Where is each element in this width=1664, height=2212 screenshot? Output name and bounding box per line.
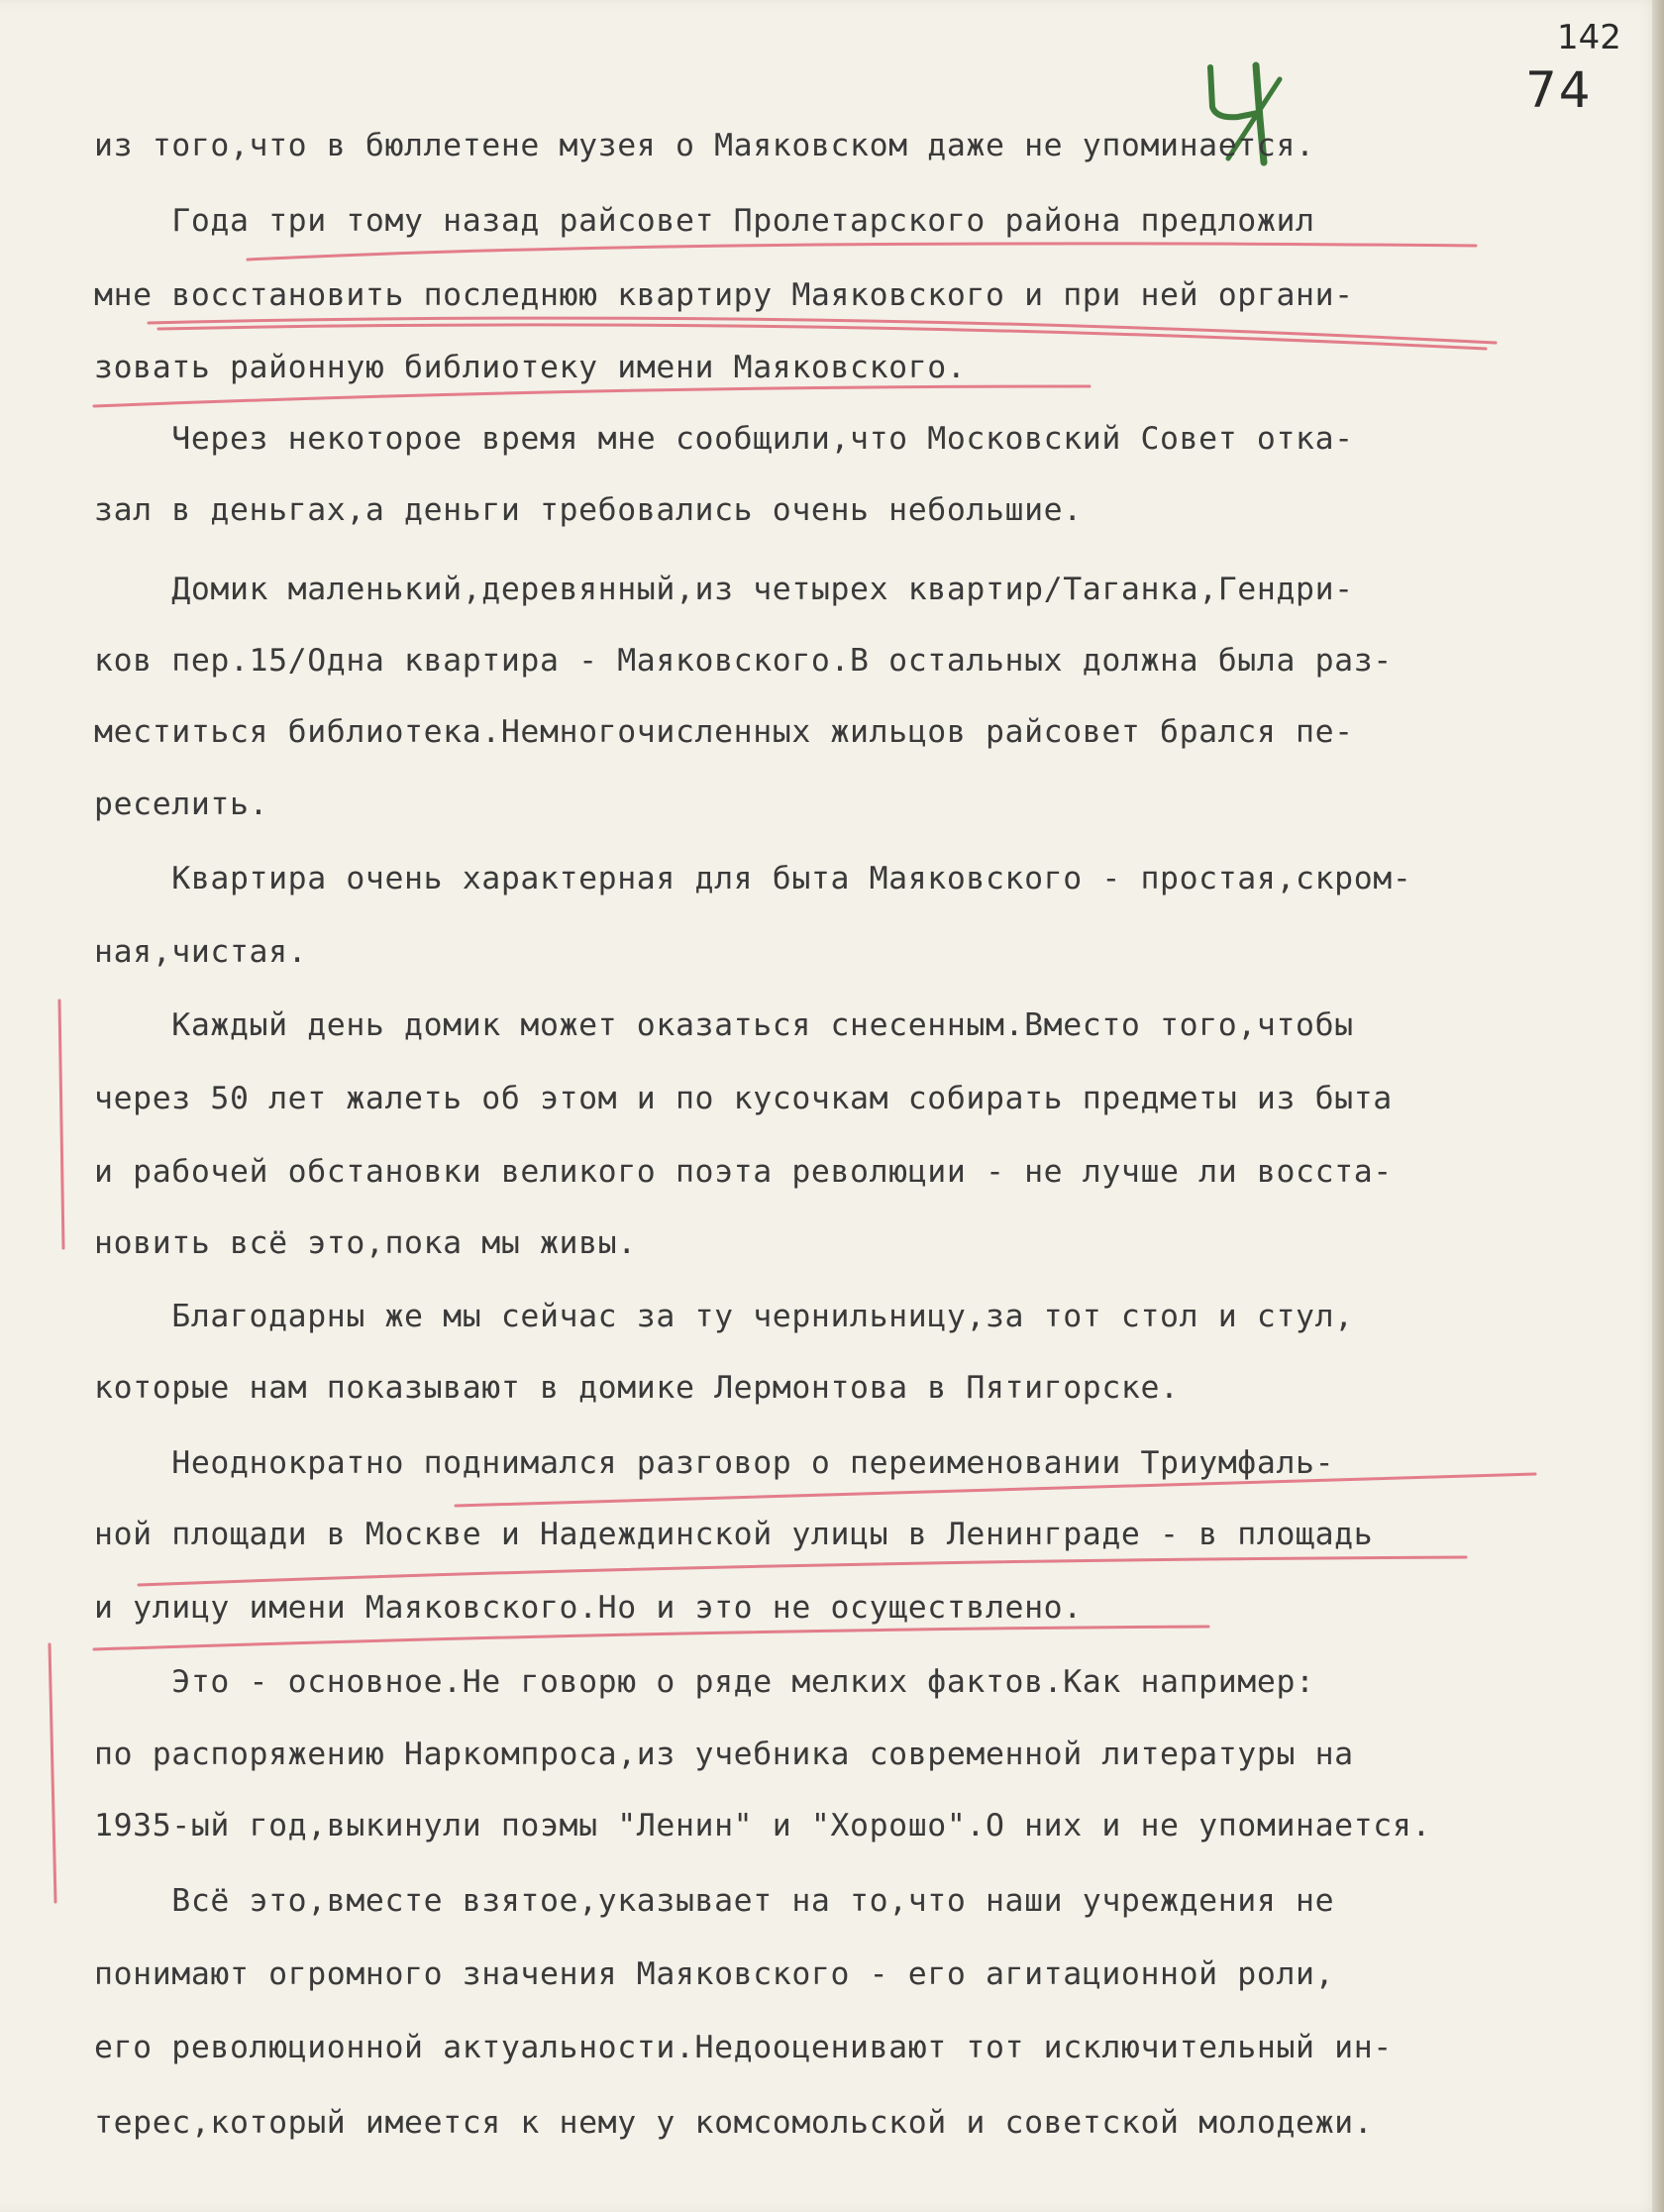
text-line: Через некоторое время мне сообщили,что Московский Совет отка- [94,421,1354,457]
text-line: которые нам показывают в домике Лермонтова в Пятигорске. [94,1370,1180,1406]
text-line: по распоряжению Наркомпроса,из учебника современной литературы на [94,1737,1354,1772]
underline-line-21 [94,1627,1208,1649]
text-line: и улицу имени Маяковского.Но и это не осуществлено. [94,1590,1083,1626]
text-line: Года три тому назад райсовет Пролетарского района предложил [94,203,1315,239]
margin-mark-1 [59,1001,63,1248]
text-line: Домик маленький,деревянный,из четырех квартир/Таганка,Гендри- [94,572,1354,607]
margin-mark-2 [50,1644,55,1902]
text-line: его революционной актуальности.Недооценивают тот исключительный ин- [94,2030,1393,2065]
underline-line-3b [158,325,1486,349]
text-line: ков пер.15/Одна квартира - Маяковского.В остальных должна была раз- [94,643,1393,679]
underline-line-20 [139,1557,1466,1585]
text-line: Каждый день домик может оказаться снесенным.Вместо того,чтобы [94,1007,1354,1043]
folio-number-bottom: 74 [1525,61,1593,119]
text-line: реселить. [94,787,269,822]
folio-number-top: 142 [1557,18,1621,57]
text-line: ная,чистая. [94,934,308,970]
text-line: Всё это,вместе взятое,указывает на то,что наши учреждения не [94,1883,1335,1919]
text-line: меститься библиотека.Немногочисленных жильцов райсовет брался пе- [94,714,1354,750]
text-line: из того,что в бюллетене музея о Маяковском даже не упоминается. [94,128,1315,163]
text-line: через 50 лет жалеть об этом и по кусочкам собирать предметы из быта [94,1081,1393,1116]
text-line: ной площади в Москве и Надеждинской улицы в Ленинграде - в площадь [94,1517,1374,1552]
underline-line-4 [94,386,1090,406]
text-line: понимают огромного значения Маяковского - его агитационной роли, [94,1956,1335,1992]
text-line: Неоднократно поднимался разговор о переименовании Триумфаль- [94,1445,1335,1481]
text-line: зовать районную библиотеку имени Маяковского. [94,350,967,385]
text-line: Благодарны же мы сейчас за ту чернильницу,за тот стол и стул, [94,1299,1354,1334]
text-line: 1935-ый год,выкинули поэмы "Ленин" и "Хорошо".О них и не упоминается. [94,1808,1431,1843]
text-line: и рабочей обстановки великого поэта революции - не лучше ли восста- [94,1154,1393,1190]
text-line: мне восстановить последнюю квартиру Маяковского и при ней органи- [94,277,1354,313]
text-line: новить всё это,пока мы живы. [94,1225,637,1261]
text-line: Это - основное.Не говорю о ряде мелких фактов.Как например: [94,1664,1315,1700]
text-line: Квартира очень характерная для быта Маяковского - простая,скром- [94,861,1412,896]
underline-line-2 [248,244,1476,260]
text-line: терес,который имеется к нему у комсомольской и советской молодежи. [94,2105,1374,2141]
text-line: зал в деньгах,а деньги требовались очень небольшие. [94,492,1083,528]
